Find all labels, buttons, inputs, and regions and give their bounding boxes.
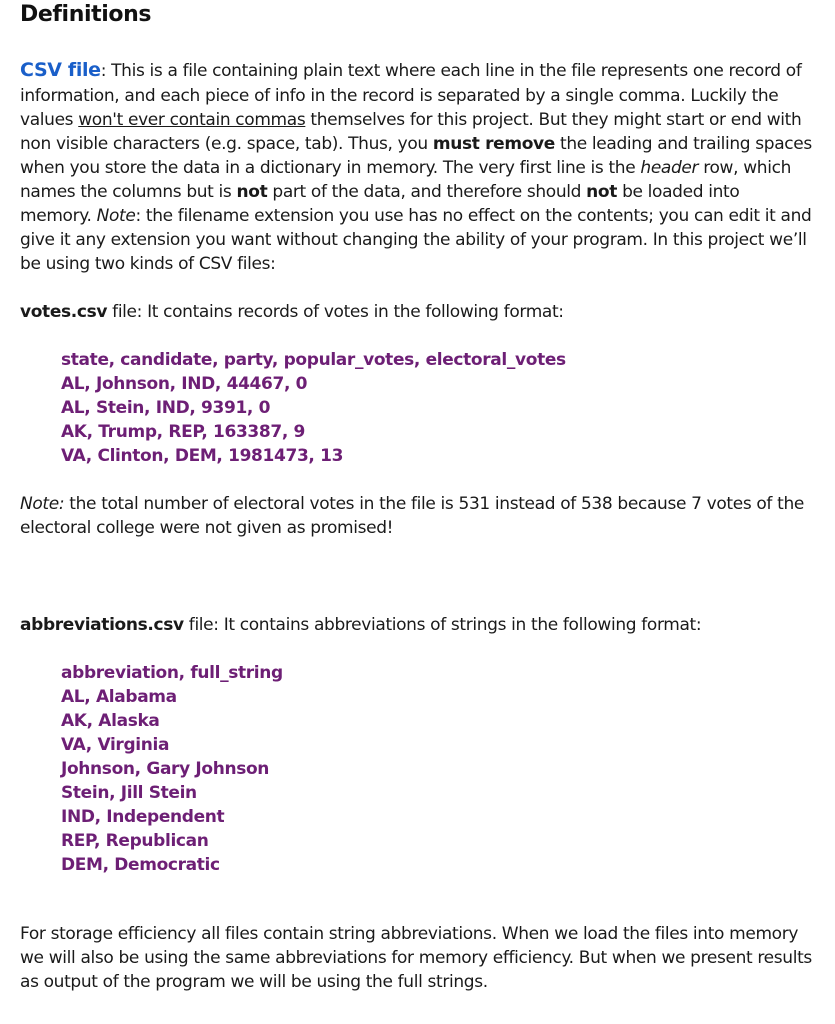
csv-term: CSV file — [20, 59, 101, 81]
csv-def-line-3: values won't ever contain commas themselves for this project. But they might start or end with — [20, 110, 802, 130]
csv-def-line-1: CSV file: This is a file containing plain text where each line in the file represents one record of — [20, 59, 802, 81]
csv-def-line-2: information, and each piece of info in the record is separated by a single comma. Luckily the — [20, 86, 779, 106]
code-line: VA, Virginia — [61, 735, 170, 755]
csv-def-line-8: give it any extension you want without changing the ability of your program. In this project we’ll — [20, 230, 807, 250]
code-line: Johnson, Gary Johnson — [61, 759, 270, 779]
underlined-phrase: won't ever contain commas — [78, 110, 306, 130]
abbrev-filename: abbreviations.csv — [20, 615, 184, 635]
code-line: state, candidate, party, popular_votes, electoral_votes — [61, 350, 566, 370]
page-title: Definitions — [20, 2, 152, 27]
code-line: AL, Alabama — [61, 687, 177, 707]
code-line: AL, Stein, IND, 9391, 0 — [61, 398, 271, 418]
csv-def-line-6: names the columns but is not part of the data, and therefore should not be loaded into — [20, 182, 740, 202]
code-line: Stein, Jill Stein — [61, 783, 197, 803]
code-line: REP, Republican — [61, 831, 209, 851]
code-line: AK, Trump, REP, 163387, 9 — [61, 422, 306, 442]
code-line: AL, Johnson, IND, 44467, 0 — [61, 374, 308, 394]
code-line: IND, Independent — [61, 807, 225, 827]
code-line: VA, Clinton, DEM, 1981473, 13 — [61, 446, 344, 466]
votes-filename: votes.csv — [20, 302, 108, 322]
code-line: AK, Alaska — [61, 711, 160, 731]
code-line: abbreviation, full_string — [61, 663, 283, 683]
code-line: DEM, Democratic — [61, 855, 220, 875]
csv-def-line-9: be using two kinds of CSV files: — [20, 254, 276, 274]
csv-def-line-7: memory. Note: the filename extension you use has no effect on the contents; you can edit it and — [20, 206, 812, 226]
csv-def-line-4: non visible characters (e.g. space, tab). Thus, you must remove the leading and trailing spaces — [20, 134, 812, 154]
csv-def-line-5: when you store the data in a dictionary in memory. The very first line is the header row, which — [20, 158, 791, 178]
